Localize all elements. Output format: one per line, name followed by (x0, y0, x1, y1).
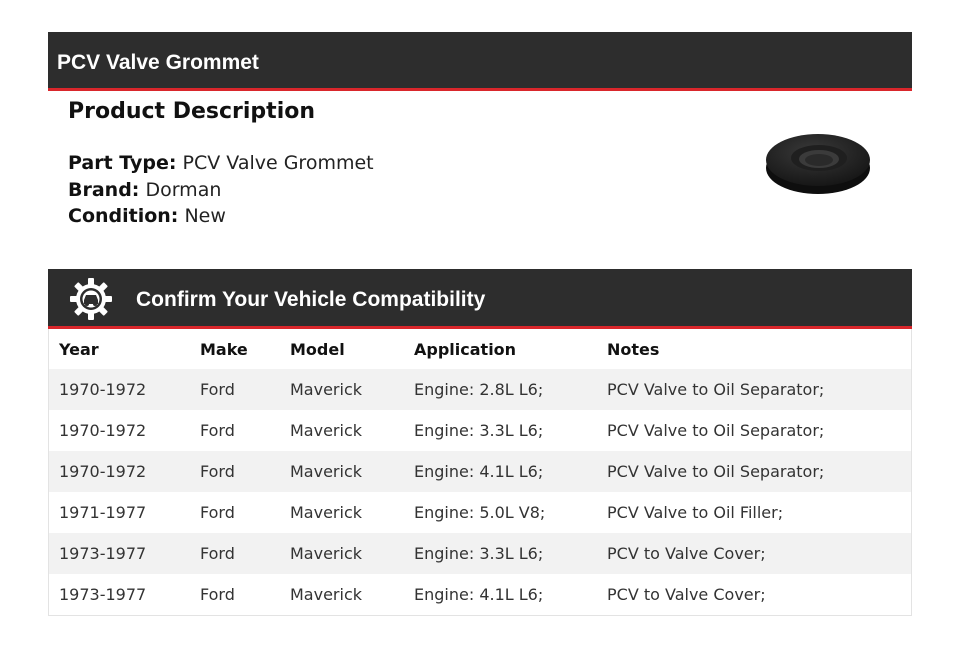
cell-year: 1970-1972 (59, 380, 147, 399)
cell-year: 1970-1972 (59, 462, 147, 481)
gear-car-icon (70, 278, 112, 320)
cell-make: Ford (200, 421, 235, 440)
cell-year: 1971-1977 (59, 503, 147, 522)
cell-year: 1970-1972 (59, 421, 147, 440)
product-title-bar (48, 32, 912, 91)
attribute-brand (68, 177, 374, 204)
attribute-label: Condition: (68, 205, 179, 227)
table-row (49, 492, 911, 533)
cell-make: Ford (200, 462, 235, 481)
cell-model: Maverick (290, 544, 363, 563)
column-header-notes: Notes (607, 339, 660, 359)
cell-make: Ford (200, 585, 235, 604)
cell-application: Engine: 3.3L L6; (414, 544, 544, 563)
attribute-condition (68, 203, 374, 230)
cell-notes: PCV Valve to Oil Separator; (607, 380, 825, 399)
column-header-application: Application (414, 339, 517, 359)
product-attributes (68, 150, 374, 230)
attribute-part-type (68, 150, 374, 177)
cell-application: Engine: 4.1L L6; (414, 585, 544, 604)
cell-notes: PCV Valve to Oil Separator; (607, 421, 825, 440)
table-row (49, 369, 911, 410)
cell-model: Maverick (290, 585, 363, 604)
table-row (49, 451, 911, 492)
cell-notes: PCV to Valve Cover; (607, 544, 766, 563)
attribute-label: Brand: (68, 178, 140, 201)
cell-year: 1973-1977 (59, 585, 147, 604)
compatibility-table (48, 329, 912, 616)
cell-application: Engine: 5.0L V8; (414, 503, 546, 522)
cell-model: Maverick (290, 380, 363, 399)
cell-notes: PCV to Valve Cover; (607, 585, 766, 604)
attribute-value: New (184, 205, 226, 227)
description-heading: Product Description (68, 99, 316, 124)
cell-make: Ford (200, 380, 235, 399)
cell-model: Maverick (290, 503, 363, 522)
cell-application: Engine: 3.3L L6; (414, 421, 544, 440)
column-header-model: Model (290, 339, 345, 359)
table-row (49, 533, 911, 574)
attribute-value: Dorman (145, 178, 222, 201)
cell-model: Maverick (290, 421, 363, 440)
cell-make: Ford (200, 544, 235, 563)
product-title: PCV Valve Grommet (57, 51, 259, 74)
cell-notes: PCV Valve to Oil Filler; (607, 503, 784, 522)
cell-year: 1973-1977 (59, 544, 147, 563)
cell-notes: PCV Valve to Oil Separator; (607, 462, 825, 481)
compatibility-title: Confirm Your Vehicle Compatibility (136, 288, 486, 311)
table-header-row (49, 329, 911, 369)
column-header-make: Make (200, 339, 248, 359)
table-row (49, 410, 911, 451)
attribute-label: Part Type: (68, 152, 177, 174)
column-header-year: Year (59, 339, 99, 359)
attribute-value: PCV Valve Grommet (182, 152, 374, 174)
product-image (762, 126, 874, 198)
table-row (49, 574, 911, 615)
compatibility-bar (48, 269, 912, 329)
cell-application: Engine: 4.1L L6; (414, 462, 544, 481)
cell-application: Engine: 2.8L L6; (414, 380, 544, 399)
cell-make: Ford (200, 503, 235, 522)
cell-model: Maverick (290, 462, 363, 481)
